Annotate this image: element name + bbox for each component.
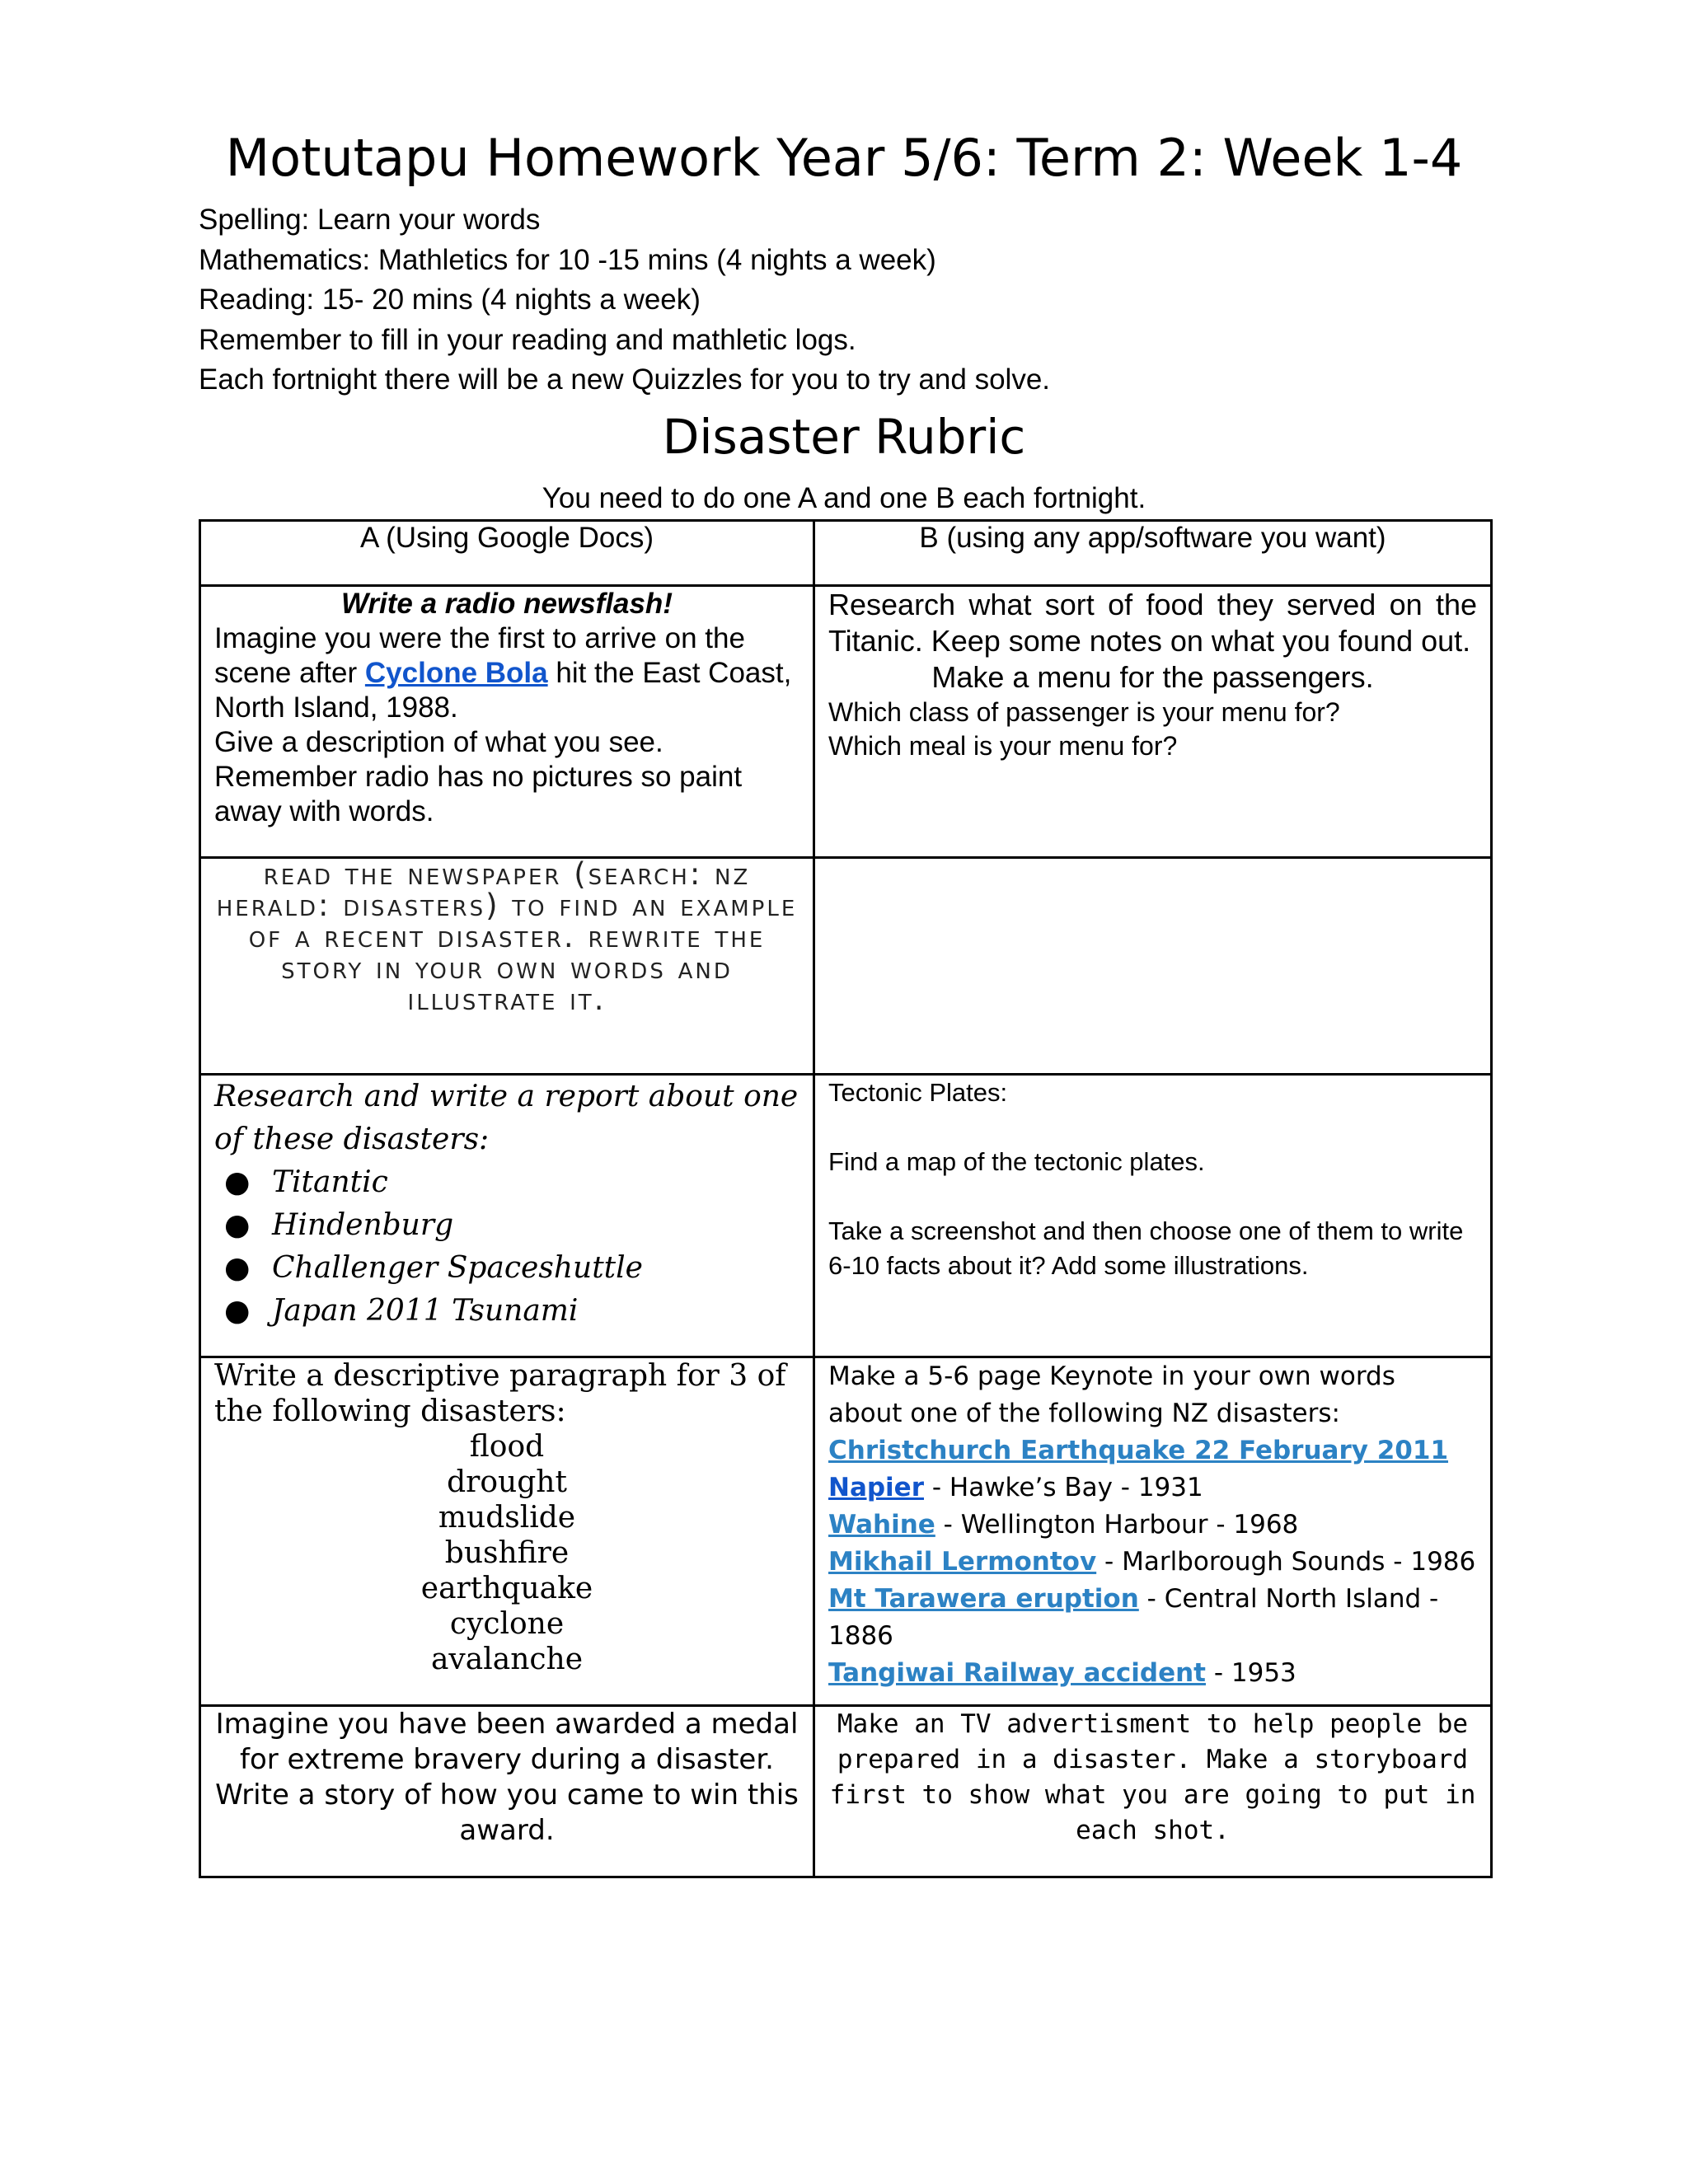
table-row: [200, 1706, 1492, 1877]
cell-radio-newsflash: [200, 586, 814, 858]
list-item-label: Hindenburg: [272, 1208, 454, 1242]
nz-disaster-detail: - Hawke’s Bay - 1931: [924, 1473, 1203, 1502]
column-a-header: A (Using Google Docs): [200, 521, 814, 586]
wahine-link[interactable]: Wahine: [828, 1510, 935, 1540]
instruction-logs: Remember to fill in your reading and mathletic logs.: [199, 323, 856, 356]
cell-titanic-menu: [814, 586, 1492, 858]
list-item: [224, 1247, 799, 1290]
cell-disaster-report: [200, 1075, 814, 1357]
nz-disaster-item: [828, 1432, 1477, 1469]
titanic-question-meal: Which meal is your menu for?: [828, 731, 1178, 761]
table-header-row: [200, 521, 1492, 586]
cell-tectonic-plates: [814, 1075, 1492, 1357]
instruction-mathematics: Mathematics: Mathletics for 10 -15 mins (4 nights a week): [199, 243, 936, 276]
nz-disaster-item: [828, 1507, 1477, 1544]
nz-disaster-detail: - Wellington Harbour - 1968: [935, 1510, 1299, 1540]
list-item-label: Japan 2011 Tsunami: [272, 1294, 579, 1328]
cyclone-bola-link[interactable]: Cyclone Bola: [364, 657, 548, 689]
list-item: mudslide: [438, 1501, 576, 1535]
rubric-title: Disaster Rubric: [662, 409, 1026, 465]
list-item: [224, 1161, 799, 1204]
nz-disaster-detail: - Central North Island - 1886: [828, 1584, 1439, 1651]
christchurch-earthquake-link[interactable]: Christchurch Earthquake 22 February 2011: [828, 1436, 1449, 1465]
nz-disaster-item: [828, 1469, 1477, 1507]
list-item: avalanche: [430, 1643, 584, 1676]
nz-disaster-item: [828, 1655, 1477, 1692]
tectonic-facts-task: Take a screenshot and then choose one of them to write 6-10 facts about it? Add some illustrations.: [828, 1216, 1464, 1280]
instruction-reading: Reading: 15- 20 mins (4 nights a week): [199, 284, 701, 316]
disaster-report-list: [214, 1161, 799, 1333]
nz-disaster-item: [828, 1581, 1477, 1655]
list-item: cyclone: [449, 1607, 565, 1641]
bullet-icon: ●: [224, 1294, 251, 1328]
table-row: [200, 1357, 1492, 1706]
bullet-icon: ●: [224, 1251, 251, 1285]
instruction-quizzles: Each fortnight there will be a new Quizzles for you to try and solve.: [199, 363, 1051, 396]
napier-link[interactable]: Napier: [828, 1473, 924, 1502]
list-item: earthquake: [420, 1572, 593, 1605]
tectonic-map-task: Find a map of the tectonic plates.: [828, 1147, 1205, 1176]
instruction-spelling: Spelling: Learn your words: [199, 204, 541, 236]
radio-newsflash-line2: Give a description of what you see.: [214, 726, 663, 758]
cell-newspaper-task: read the newspaper (search: nz herald: disasters) to find an example of a recent disaster. rewrite the story in your own words and illustrate it.: [200, 858, 814, 1075]
cell-tv-advertisement: Make an TV advertisment to help people be prepared in a disaster. Make a storyboard first to show what you are going to put in each shot.: [814, 1706, 1492, 1877]
rubric-intro: You need to do one A and one B each fortnight.: [542, 482, 1146, 514]
table-row: [200, 858, 1492, 1075]
disaster-types-list: [214, 1429, 799, 1677]
column-b-header: B (using any app/software you want): [814, 521, 1492, 586]
table-row: [200, 586, 1492, 858]
homework-instructions: [199, 200, 1501, 401]
list-item: [224, 1290, 799, 1333]
radio-newsflash-text: [214, 621, 799, 725]
titanic-menu-task: Make a menu for the passengers.: [931, 660, 1374, 694]
table-row: [200, 1075, 1492, 1357]
list-item: flood: [469, 1430, 545, 1464]
text-before-link: Imagine you were the first to arrive on the scene after: [214, 622, 745, 689]
tangiwai-link[interactable]: Tangiwai Railway accident: [828, 1658, 1206, 1688]
list-item: drought: [447, 1465, 567, 1499]
nz-disaster-item: [828, 1544, 1477, 1581]
cell-descriptive-paragraph: [200, 1357, 814, 1706]
page-title: Motutapu Homework Year 5/6: Term 2: Week 1-4: [225, 128, 1463, 188]
bullet-icon: ●: [224, 1165, 251, 1199]
nz-disaster-detail: - 1953: [1205, 1658, 1296, 1688]
list-item: [224, 1204, 799, 1247]
mikhail-lermontov-link[interactable]: Mikhail Lermontov: [828, 1547, 1097, 1577]
keynote-intro: Make a 5-6 page Keynote in your own words about one of the following NZ disasters:: [828, 1361, 1395, 1428]
list-item-label: Titantic: [272, 1165, 388, 1199]
titanic-question-class: Which class of passenger is your menu for?: [828, 697, 1340, 727]
cell-nz-disasters-keynote: [814, 1357, 1492, 1706]
nz-disaster-detail: - Marlborough Sounds - 1986: [1096, 1547, 1476, 1577]
descriptive-intro: Write a descriptive paragraph for 3 of the following disasters:: [214, 1359, 786, 1428]
cell-empty: [814, 858, 1492, 1075]
radio-newsflash-line3: Remember radio has no pictures so paint away with words.: [214, 761, 743, 827]
text-after-link: hit the East Coast, North Island, 1988.: [214, 657, 792, 724]
mt-tarawera-link[interactable]: Mt Tarawera eruption: [828, 1584, 1139, 1614]
titanic-research-text: Research what sort of food they served on the Titanic. Keep some notes on what you found out.: [828, 588, 1477, 658]
disaster-report-intro: Research and write a report about one of these disasters:: [214, 1080, 799, 1156]
bullet-icon: ●: [224, 1208, 251, 1242]
tectonic-title: Tectonic Plates:: [828, 1078, 1008, 1107]
radio-newsflash-heading: Write a radio newsflash!: [341, 588, 673, 620]
list-item: bushfire: [444, 1536, 570, 1570]
cell-bravery-medal-story: Imagine you have been awarded a medal for extreme bravery during a disaster. Write a story of how you came to win this award.: [200, 1706, 814, 1877]
disaster-rubric-table: [199, 519, 1493, 1878]
list-item-label: Challenger Spaceshuttle: [272, 1251, 643, 1285]
